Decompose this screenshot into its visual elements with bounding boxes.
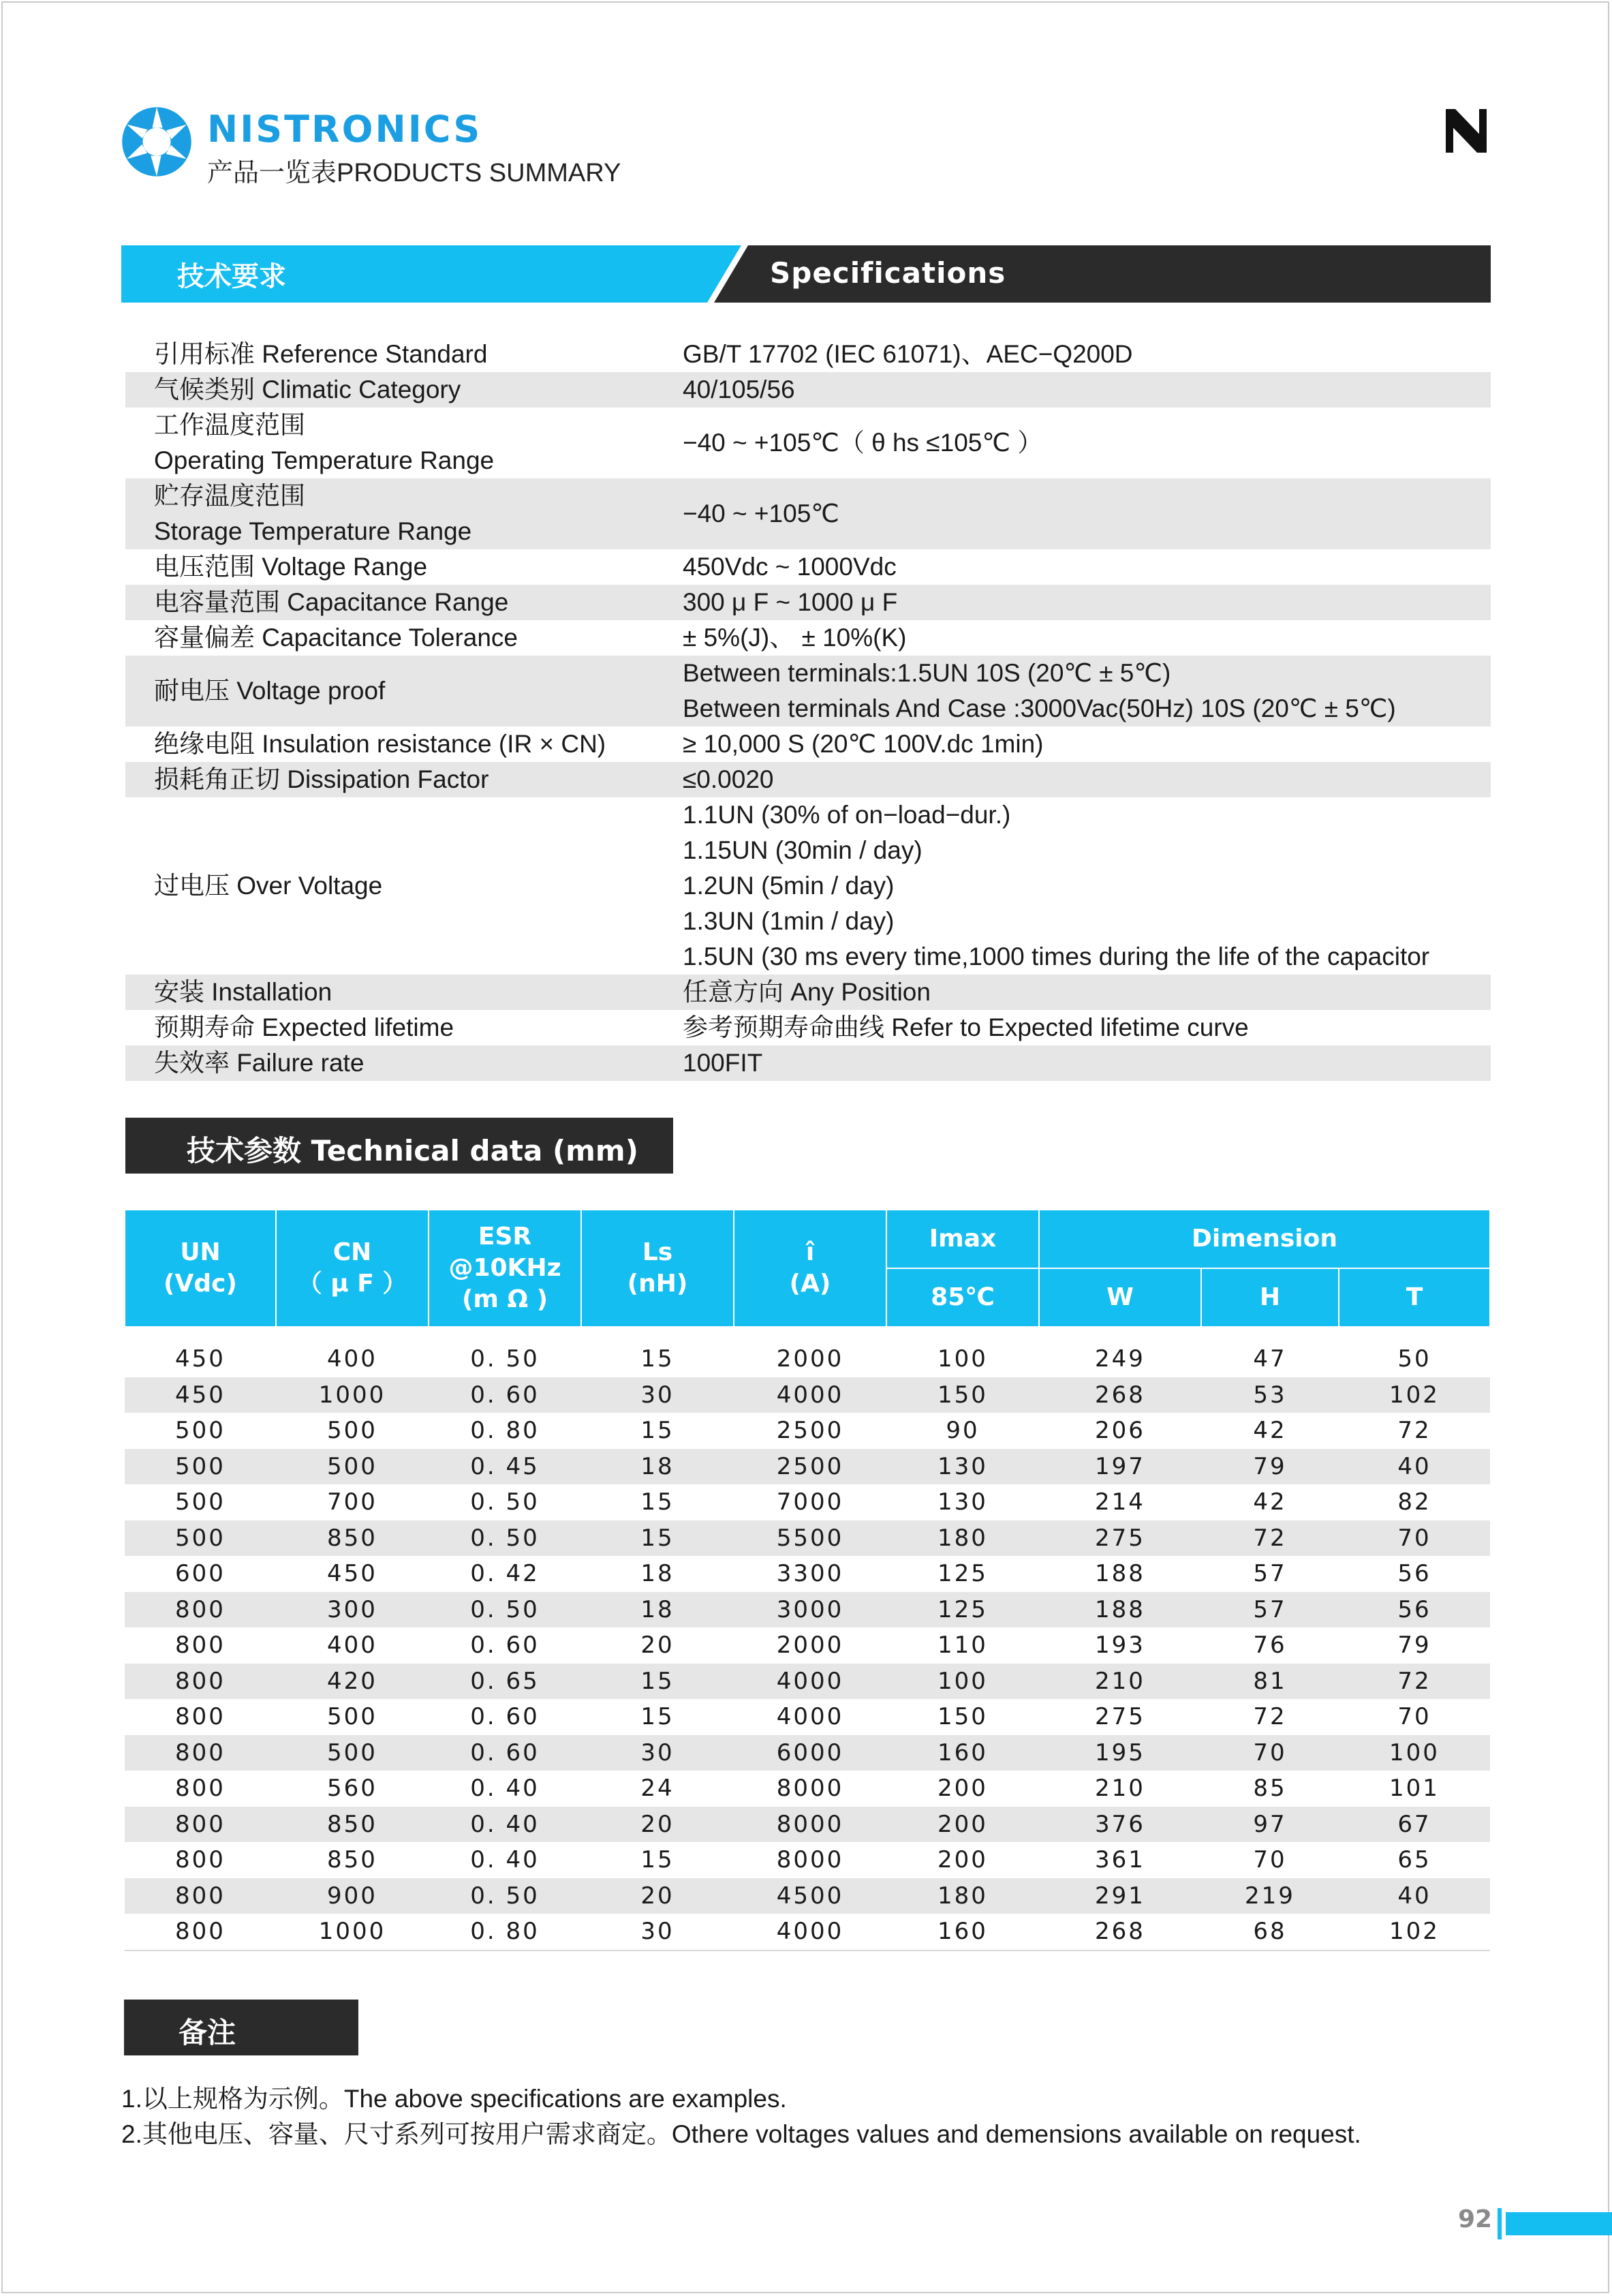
spec-value	[683, 372, 1491, 408]
cell-t: 40	[1339, 1449, 1490, 1485]
cell-ls: 20	[581, 1807, 734, 1843]
cell-ip: 5500	[734, 1520, 886, 1557]
cell-h: 53	[1201, 1377, 1339, 1413]
spec-row	[125, 620, 1491, 656]
spec-row	[125, 1045, 1491, 1081]
cell-imax: 125	[886, 1592, 1039, 1628]
spec-label	[125, 762, 683, 797]
spec-value	[683, 585, 1491, 620]
cell-imax: 200	[886, 1807, 1039, 1843]
cell-h: 219	[1201, 1878, 1339, 1914]
cell-un: 800	[125, 1878, 276, 1914]
cell-w: 195	[1039, 1735, 1201, 1771]
cell-un: 800	[175, 1703, 226, 1731]
cell-esr: 0. 40	[470, 1846, 540, 1874]
cell-ls: 30	[581, 1735, 734, 1771]
header-t: T	[1339, 1268, 1490, 1327]
spec-label-line: 绝缘电阻 Insulation resistance (IR × CN)	[154, 730, 606, 758]
cell-h: 76	[1253, 1632, 1287, 1659]
spec-value	[683, 337, 1491, 372]
spec-value	[683, 1045, 1491, 1081]
spec-value	[683, 975, 1491, 1010]
spec-label	[125, 408, 683, 478]
cell-w: 210	[1095, 1775, 1145, 1803]
cell-h: 70	[1201, 1735, 1339, 1771]
cell-cn: 1000	[276, 1377, 429, 1413]
header-h: H	[1201, 1268, 1339, 1327]
cell-cn: 850	[276, 1807, 429, 1843]
cell-cn: 560	[327, 1775, 377, 1803]
cell-cn: 500	[327, 1417, 377, 1445]
cell-ip: 3300	[776, 1560, 844, 1588]
cell-h: 72	[1201, 1520, 1339, 1557]
spec-value-line: Between terminals:1.5UN 10S (20℃ ± 5℃)	[683, 659, 1171, 687]
cell-h: 70	[1253, 1846, 1287, 1874]
table-row	[125, 1771, 1490, 1807]
cell-h: 42	[1253, 1417, 1287, 1445]
spec-label	[125, 337, 683, 372]
spec-value-line: GB/T 17702 (IEC 61071)、AEC−Q200D	[683, 340, 1133, 368]
cell-ls: 15	[640, 1703, 675, 1731]
spec-label-line: 电压范围 Voltage Range	[154, 553, 428, 581]
cell-ls: 20	[640, 1632, 675, 1659]
spec-label-line: 容量偏差 Capacitance Tolerance	[154, 624, 518, 652]
notes-list	[121, 2081, 1361, 2152]
cell-ls: 15	[640, 1345, 675, 1373]
cell-imax: 130	[937, 1488, 988, 1516]
cell-imax: 160	[886, 1735, 1039, 1771]
cell-imax: 90	[946, 1417, 980, 1445]
spec-label	[125, 975, 683, 1010]
spec-label	[125, 1010, 683, 1045]
cell-imax: 150	[886, 1377, 1039, 1413]
brand-name: NISTRONICS	[207, 108, 482, 151]
table-spacer-cell	[125, 1327, 1490, 1341]
spec-value-line: 450Vdc ~ 1000Vdc	[683, 553, 897, 581]
spec-row	[125, 549, 1491, 585]
spec-value-line: 100FIT	[683, 1049, 763, 1077]
cell-ip: 7000	[776, 1488, 844, 1516]
cell-imax: 160	[886, 1914, 1039, 1950]
spec-label-line: 工作温度范围	[154, 411, 305, 439]
table-row	[125, 1484, 1490, 1520]
cell-t: 79	[1397, 1632, 1431, 1659]
cell-w: 275	[1095, 1703, 1145, 1731]
spec-value	[683, 797, 1491, 975]
cell-esr: 0. 80	[429, 1914, 581, 1950]
spec-value-line: 1.5UN (30 ms every time,1000 times during the life of the capacitor	[683, 943, 1430, 970]
spec-row	[125, 726, 1491, 762]
spec-value-line: 300 μ F ~ 1000 μ F	[683, 588, 898, 616]
cell-esr: 0. 60	[429, 1377, 581, 1413]
page-tab-divider	[1498, 2208, 1502, 2239]
cell-ls: 15	[640, 1417, 675, 1445]
technical-data-bar	[125, 1118, 673, 1174]
spec-value	[683, 656, 1491, 726]
spec-label	[125, 656, 683, 726]
table-row	[125, 1341, 1490, 1377]
cell-esr: 0. 50	[429, 1592, 581, 1628]
cell-h: 72	[1253, 1703, 1287, 1731]
cell-un: 800	[175, 1632, 226, 1659]
spec-label-line: 预期寿命 Expected lifetime	[154, 1013, 454, 1041]
cell-esr: 0. 80	[470, 1417, 540, 1445]
specifications-section-bar	[121, 245, 1491, 303]
cell-esr: 0. 40	[429, 1807, 581, 1843]
cell-h: 42	[1253, 1488, 1287, 1516]
notes-bar	[124, 2000, 358, 2055]
cell-w: 291	[1039, 1878, 1201, 1914]
note-item: 1.以上规格为示例。The above specifications are examples.	[121, 2085, 787, 2113]
cell-w: 376	[1039, 1807, 1201, 1843]
spec-row	[125, 585, 1491, 620]
notes-title: 备注	[179, 2016, 236, 2049]
spec-label	[125, 549, 683, 585]
spec-label	[125, 726, 683, 762]
header-cn: CN （ μ F ）	[276, 1210, 429, 1327]
table-row	[125, 1449, 1490, 1485]
cell-cn: 300	[276, 1592, 429, 1628]
cell-ip: 4000	[734, 1664, 886, 1700]
cell-ip: 4000	[776, 1703, 844, 1731]
spec-label	[125, 585, 683, 620]
cell-esr: 0. 45	[429, 1449, 581, 1485]
spec-value-line: 参考预期寿命曲线 Refer to Expected lifetime curve	[683, 1013, 1249, 1041]
page-tab-accent	[1506, 2212, 1612, 2235]
cell-ip: 8000	[776, 1775, 844, 1803]
cell-w: 193	[1095, 1632, 1145, 1659]
spec-label	[125, 372, 683, 408]
cell-un: 800	[125, 1592, 276, 1628]
spec-label	[125, 478, 683, 549]
table-row	[125, 1735, 1490, 1771]
cell-un: 800	[125, 1914, 276, 1950]
table-row	[125, 1520, 1490, 1557]
cell-ip: 4000	[734, 1377, 886, 1413]
spec-label	[125, 1045, 683, 1081]
cell-un: 800	[125, 1807, 276, 1843]
spec-value	[683, 762, 1491, 797]
cell-imax: 200	[937, 1846, 988, 1874]
spec-value	[683, 726, 1491, 762]
spec-value-line: −40 ~ +105℃	[683, 500, 839, 527]
cell-imax: 180	[886, 1520, 1039, 1557]
spec-value-line: 1.2UN (5min / day)	[683, 872, 895, 900]
cell-ip: 3000	[734, 1592, 886, 1628]
corner-logo-icon	[1442, 106, 1491, 155]
cell-cn: 700	[327, 1488, 377, 1516]
spec-label-line: Storage Temperature Range	[154, 517, 472, 545]
cell-ls: 15	[581, 1520, 734, 1557]
cell-w: 188	[1095, 1560, 1145, 1588]
header-ls: Ls (nH)	[581, 1210, 734, 1327]
cell-imax: 100	[886, 1664, 1039, 1700]
cell-cn: 900	[276, 1878, 429, 1914]
table-spacer-row	[125, 1327, 1490, 1341]
spec-value	[683, 408, 1491, 478]
header-un: UN (Vdc)	[125, 1210, 276, 1327]
cell-esr: 0. 60	[429, 1735, 581, 1771]
table-row	[125, 1377, 1490, 1413]
cell-ls: 18	[640, 1560, 675, 1588]
cell-w: 268	[1039, 1377, 1201, 1413]
header-esr: ESR @10KHz (m Ω )	[429, 1210, 581, 1327]
note-item: 2.其他电压、容量、尺寸系列可按用户需求商定。Othere voltages values and demensions available on request.	[121, 2120, 1361, 2148]
cell-w: 249	[1095, 1345, 1145, 1373]
cell-ls: 15	[581, 1664, 734, 1700]
cell-t: 50	[1397, 1345, 1431, 1373]
header-ip: î (A)	[734, 1210, 886, 1327]
spec-label-line: 损耗角正切 Dissipation Factor	[154, 765, 489, 793]
spec-label	[125, 797, 683, 975]
cell-esr: 0. 65	[429, 1664, 581, 1700]
cell-ls: 30	[581, 1914, 734, 1950]
spec-label-line: 耐电压 Voltage proof	[154, 677, 386, 705]
cell-t: 70	[1397, 1703, 1431, 1731]
table-row	[125, 1556, 1490, 1592]
cell-w: 268	[1039, 1914, 1201, 1950]
specifications-table	[125, 337, 1491, 1081]
spec-row	[125, 408, 1491, 478]
table-row	[125, 1413, 1490, 1449]
cell-w: 206	[1095, 1417, 1145, 1445]
cell-cn: 420	[276, 1664, 429, 1700]
cell-esr: 0. 60	[470, 1632, 540, 1659]
cell-un: 800	[125, 1664, 276, 1700]
cell-t: 56	[1339, 1592, 1490, 1628]
spec-label-line: 贮存温度范围	[154, 482, 305, 510]
cell-t: 102	[1339, 1377, 1490, 1413]
cell-imax: 100	[937, 1345, 988, 1373]
cell-ls: 15	[640, 1488, 675, 1516]
cell-imax: 130	[886, 1449, 1039, 1485]
cell-w: 361	[1095, 1846, 1145, 1874]
spec-row	[125, 656, 1491, 726]
cell-cn: 500	[276, 1449, 429, 1485]
table-row	[125, 1664, 1490, 1700]
spec-row	[125, 372, 1491, 408]
cell-h: 81	[1201, 1664, 1339, 1700]
spec-value	[683, 478, 1491, 549]
cell-imax: 180	[886, 1878, 1039, 1914]
spec-label-line: Operating Temperature Range	[154, 446, 495, 474]
cell-un: 450	[125, 1377, 276, 1413]
spec-value-line: ± 5%(J)、 ± 10%(K)	[683, 624, 907, 652]
cell-un: 500	[175, 1417, 226, 1445]
spec-value-line: 1.1UN (30% of on−load−dur.)	[683, 801, 1011, 829]
cell-t: 101	[1389, 1775, 1440, 1803]
spec-row	[125, 1010, 1491, 1045]
cell-h: 79	[1201, 1449, 1339, 1485]
cell-t: 72	[1339, 1664, 1490, 1700]
cell-esr: 0. 60	[470, 1703, 540, 1731]
spec-label-line: 引用标准 Reference Standard	[154, 340, 488, 368]
cell-un: 800	[125, 1735, 276, 1771]
cell-t: 70	[1339, 1520, 1490, 1557]
spec-value-line: ≤0.0020	[683, 765, 774, 793]
cell-ip: 4500	[734, 1878, 886, 1914]
cell-cn: 500	[276, 1735, 429, 1771]
header-dimension: Dimension	[1039, 1210, 1490, 1268]
table-row	[125, 1592, 1490, 1628]
spec-value-line: −40 ~ +105℃（ θ hs ≤105℃ ）	[683, 429, 1043, 457]
cell-esr: 0. 50	[429, 1878, 581, 1914]
header-w: W	[1039, 1268, 1201, 1327]
cell-un: 800	[175, 1846, 226, 1874]
table-row	[125, 1878, 1490, 1914]
cell-esr: 0. 50	[429, 1520, 581, 1557]
table-row	[125, 1627, 1490, 1664]
cell-ip: 2000	[776, 1345, 844, 1373]
cell-un: 500	[125, 1520, 276, 1557]
table-row	[125, 1807, 1490, 1843]
cell-un: 500	[125, 1449, 276, 1485]
table-row	[125, 1699, 1490, 1735]
cell-esr: 0. 40	[470, 1775, 540, 1803]
spec-value-line: 1.3UN (1min / day)	[683, 907, 895, 935]
spec-value-line: 1.15UN (30min / day)	[683, 836, 923, 864]
cell-ls: 30	[581, 1377, 734, 1413]
cell-esr: 0. 50	[470, 1488, 540, 1516]
header-imax: Imax	[886, 1210, 1039, 1268]
cell-w: 197	[1039, 1449, 1201, 1485]
cell-ls: 18	[581, 1449, 734, 1485]
cell-un: 450	[175, 1345, 226, 1373]
cell-t: 65	[1397, 1846, 1431, 1874]
cell-t: 67	[1339, 1807, 1490, 1843]
cell-t: 72	[1397, 1417, 1431, 1445]
specifications-title-cn: 技术要求	[177, 261, 286, 292]
cell-cn: 850	[276, 1520, 429, 1557]
cell-h: 85	[1253, 1775, 1287, 1803]
page-number: 92	[1458, 2205, 1493, 2233]
technical-data-title: 技术参数 Technical data (mm)	[187, 1134, 638, 1167]
cell-t: 100	[1339, 1735, 1490, 1771]
cell-imax: 200	[937, 1775, 988, 1803]
cell-w: 214	[1095, 1488, 1145, 1516]
cell-ip: 2500	[776, 1417, 844, 1445]
spec-label-line: 气候类别 Climatic Category	[154, 376, 461, 403]
cell-t: 82	[1397, 1488, 1431, 1516]
cell-h: 97	[1201, 1807, 1339, 1843]
cell-cn: 500	[327, 1703, 377, 1731]
spec-row	[125, 762, 1491, 797]
spec-label	[125, 620, 683, 656]
cell-un: 600	[175, 1560, 226, 1588]
cell-cn: 850	[327, 1846, 377, 1874]
cell-ls: 24	[640, 1775, 675, 1803]
cell-imax: 150	[937, 1703, 988, 1731]
cell-ip: 2500	[734, 1449, 886, 1485]
spec-label-line: 过电压 Over Voltage	[154, 872, 383, 900]
cell-w: 210	[1039, 1664, 1201, 1700]
cell-h: 57	[1253, 1560, 1287, 1588]
table-row	[125, 1842, 1490, 1878]
cell-ip: 6000	[734, 1735, 886, 1771]
spec-value-line: ≥ 10,000 S (20℃ 100V.dc 1min)	[683, 730, 1044, 758]
spec-label-line: 电容量范围 Capacitance Range	[154, 588, 509, 616]
cell-ls: 15	[640, 1846, 675, 1874]
spec-row	[125, 975, 1491, 1010]
cell-ls: 20	[581, 1878, 734, 1914]
spec-value-line: Between terminals And Case :3000Vac(50Hz) 10S (20℃ ± 5℃)	[683, 694, 1396, 722]
cell-cn: 400	[327, 1345, 377, 1373]
cell-imax: 125	[937, 1560, 988, 1588]
technical-data-table	[124, 1209, 1491, 1951]
cell-t: 102	[1339, 1914, 1490, 1950]
cell-esr: 0. 50	[470, 1345, 540, 1373]
table-row	[125, 1914, 1490, 1950]
spec-label-line: 失效率 Failure rate	[154, 1049, 365, 1077]
header-imax-temp: 85℃	[886, 1268, 1039, 1327]
cell-ip: 4000	[734, 1914, 886, 1950]
cell-imax: 110	[937, 1632, 988, 1659]
spec-label-line: 安装 Installation	[154, 978, 332, 1006]
cell-ip: 2000	[776, 1632, 844, 1659]
specifications-title-en: Specifications	[770, 256, 1006, 290]
cell-un: 500	[175, 1488, 226, 1516]
cell-t: 56	[1397, 1560, 1431, 1588]
cell-h: 68	[1201, 1914, 1339, 1950]
cell-h: 47	[1253, 1345, 1287, 1373]
spec-value-line: 40/105/56	[683, 376, 795, 403]
spec-row	[125, 478, 1491, 549]
cell-h: 57	[1201, 1592, 1339, 1628]
cell-ip: 8000	[776, 1846, 844, 1874]
cell-cn: 400	[327, 1632, 377, 1659]
page-subtitle: 产品一览表PRODUCTS SUMMARY	[207, 159, 621, 187]
spec-value	[683, 1010, 1491, 1045]
cell-esr: 0. 42	[470, 1560, 540, 1588]
spec-value	[683, 549, 1491, 585]
cell-un: 800	[175, 1775, 226, 1803]
aperture-logo-icon	[120, 105, 193, 179]
cell-ip: 8000	[734, 1807, 886, 1843]
spec-value-line: 任意方向 Any Position	[683, 978, 931, 1006]
cell-ls: 18	[581, 1592, 734, 1628]
spec-row	[125, 337, 1491, 372]
cell-w: 188	[1039, 1592, 1201, 1628]
cell-t: 40	[1339, 1878, 1490, 1914]
cell-cn: 450	[327, 1560, 377, 1588]
spec-row	[125, 797, 1491, 975]
cell-w: 275	[1039, 1520, 1201, 1557]
spec-value	[683, 620, 1491, 656]
cell-cn: 1000	[276, 1914, 429, 1950]
